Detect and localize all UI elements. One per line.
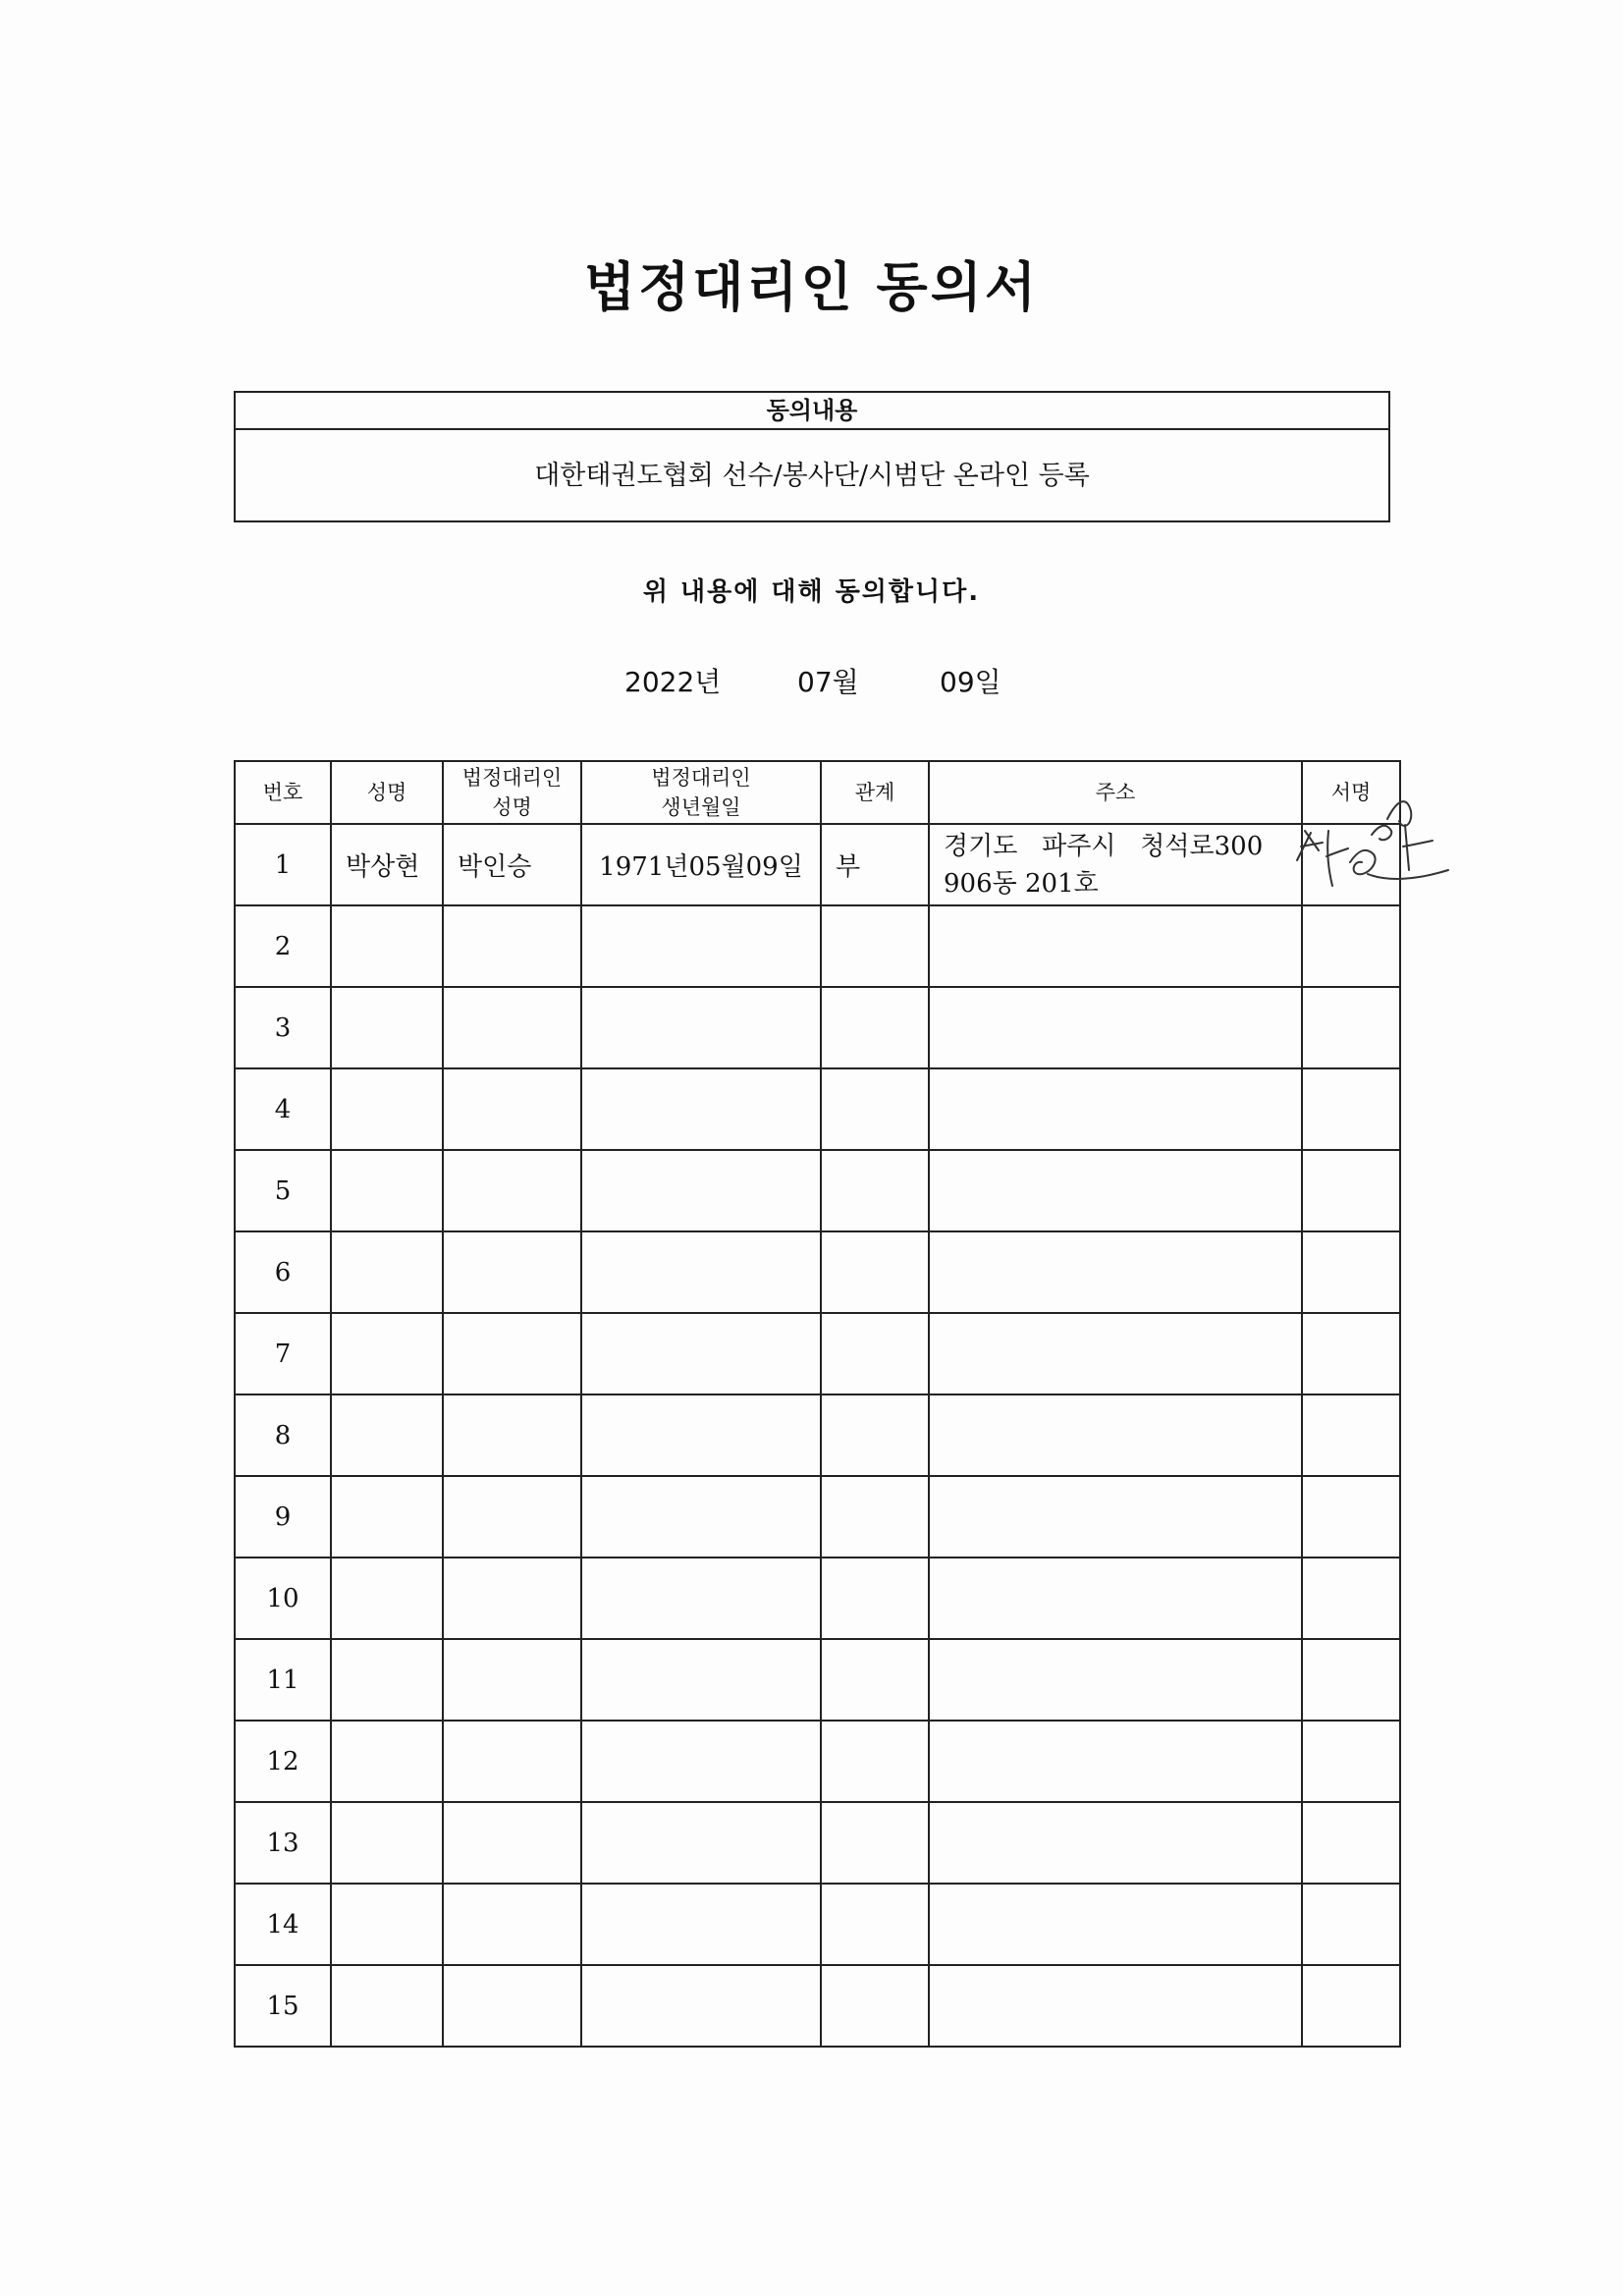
cell-name [331, 1721, 443, 1802]
table-row [235, 1721, 1400, 1802]
cell-guardian-birth [581, 1394, 821, 1476]
cell-guardian-name [443, 1313, 581, 1394]
cell-guardian-birth: 1971년05월09일 [581, 824, 821, 905]
header-relation: 관계 [821, 761, 929, 824]
cell-guardian-name [443, 1802, 581, 1884]
cell-guardian-name [443, 987, 581, 1068]
cell-relation [821, 1150, 929, 1231]
cell-no: 4 [235, 1068, 331, 1150]
cell-guardian-name [443, 1394, 581, 1476]
date-month: 07월 [797, 666, 859, 698]
cell-relation [821, 905, 929, 987]
cell-guardian-birth [581, 1884, 821, 1965]
cell-no: 13 [235, 1802, 331, 1884]
header-name: 성명 [331, 761, 443, 824]
cell-address [929, 1721, 1302, 1802]
cell-address [929, 1068, 1302, 1150]
cell-name [331, 1884, 443, 1965]
cell-signature [1302, 1394, 1400, 1476]
cell-signature [1302, 1231, 1400, 1313]
cell-signature [1302, 1068, 1400, 1150]
cell-relation [821, 987, 929, 1068]
cell-no: 12 [235, 1721, 331, 1802]
consent-content: 대한태권도협회 선수/봉사단/시범단 온라인 등록 [534, 461, 1090, 491]
cell-no: 10 [235, 1558, 331, 1639]
cell-address [929, 1965, 1302, 2047]
header-no: 번호 [235, 761, 331, 824]
cell-guardian-birth [581, 1802, 821, 1884]
cell-guardian-name [443, 1068, 581, 1150]
header-guardian-birth: 법정대리인 생년월일 [581, 761, 821, 824]
address-line-1: 경기도 파주시 청석로300 [944, 831, 1264, 861]
cell-relation [821, 1721, 929, 1802]
cell-address [929, 1639, 1302, 1721]
cell-signature [1302, 1639, 1400, 1721]
cell-name [331, 1231, 443, 1313]
cell-guardian-name [443, 1150, 581, 1231]
cell-guardian-birth [581, 1150, 821, 1231]
cell-name [331, 905, 443, 987]
cell-signature [1302, 987, 1400, 1068]
header-guardian-name: 법정대리인 성명 [443, 761, 581, 824]
table-row [235, 1884, 1400, 1965]
table-row [235, 1802, 1400, 1884]
cell-no: 8 [235, 1394, 331, 1476]
header-signature: 서명 [1302, 761, 1400, 824]
cell-signature [1302, 1721, 1400, 1802]
cell-relation [821, 1394, 929, 1476]
cell-relation [821, 1802, 929, 1884]
cell-address [929, 1476, 1302, 1558]
table-row [235, 905, 1400, 987]
cell-address [929, 1394, 1302, 1476]
cell-signature [1302, 824, 1400, 905]
cell-guardian-name: 박인승 [443, 824, 581, 905]
cell-name [331, 1150, 443, 1231]
cell-no: 11 [235, 1639, 331, 1721]
cell-relation [821, 1884, 929, 1965]
table-row [235, 1150, 1400, 1231]
cell-guardian-birth [581, 1558, 821, 1639]
cell-no: 1 [235, 824, 331, 905]
cell-relation [821, 1476, 929, 1558]
cell-relation [821, 1965, 929, 2047]
cell-address [929, 1802, 1302, 1884]
cell-relation [821, 1558, 929, 1639]
cell-relation [821, 1313, 929, 1394]
cell-guardian-name [443, 1558, 581, 1639]
table-row [235, 1068, 1400, 1150]
cell-guardian-birth [581, 1639, 821, 1721]
table-row [235, 1476, 1400, 1558]
table-header-row [235, 761, 1400, 824]
cell-name [331, 1394, 443, 1476]
cell-address [929, 1884, 1302, 1965]
cell-no: 2 [235, 905, 331, 987]
cell-guardian-birth [581, 1476, 821, 1558]
cell-guardian-name [443, 1884, 581, 1965]
cell-guardian-name [443, 905, 581, 987]
cell-signature [1302, 1150, 1400, 1231]
table-row [235, 1313, 1400, 1394]
cell-name [331, 987, 443, 1068]
cell-no: 9 [235, 1476, 331, 1558]
cell-no: 7 [235, 1313, 331, 1394]
cell-name: 박상현 [331, 824, 443, 905]
table-row [235, 1965, 1400, 2047]
table-row [235, 987, 1400, 1068]
header-address: 주소 [929, 761, 1302, 824]
date-year: 2022년 [624, 666, 722, 698]
cell-no: 3 [235, 987, 331, 1068]
cell-guardian-birth [581, 1965, 821, 2047]
cell-guardian-name [443, 1721, 581, 1802]
cell-no: 15 [235, 1965, 331, 2047]
cell-signature [1302, 1313, 1400, 1394]
cell-guardian-name [443, 1639, 581, 1721]
cell-address [929, 824, 1302, 905]
cell-relation [821, 1068, 929, 1150]
cell-guardian-birth [581, 1313, 821, 1394]
cell-guardian-birth [581, 905, 821, 987]
cell-guardian-name [443, 1965, 581, 2047]
cell-guardian-birth [581, 1068, 821, 1150]
table-row [235, 1558, 1400, 1639]
cell-guardian-birth [581, 987, 821, 1068]
cell-no: 14 [235, 1884, 331, 1965]
cell-address [929, 1150, 1302, 1231]
cell-signature [1302, 1802, 1400, 1884]
agreement-statement: 위 내용에 대해 동의합니다. [642, 577, 981, 607]
table-row [235, 1394, 1400, 1476]
cell-signature [1302, 905, 1400, 987]
cell-relation [821, 1231, 929, 1313]
cell-address [929, 1558, 1302, 1639]
cell-name [331, 1965, 443, 2047]
cell-no: 6 [235, 1231, 331, 1313]
consent-header: 동의내용 [236, 393, 1388, 430]
cell-address [929, 1313, 1302, 1394]
guardian-table [234, 760, 1401, 2048]
cell-guardian-name [443, 1476, 581, 1558]
cell-name [331, 1802, 443, 1884]
cell-guardian-birth [581, 1721, 821, 1802]
table-body [235, 824, 1400, 2047]
document-title: 법정대리인 동의서 [583, 256, 1040, 318]
cell-address [929, 1231, 1302, 1313]
cell-signature [1302, 1884, 1400, 1965]
cell-name [331, 1558, 443, 1639]
cell-signature [1302, 1558, 1400, 1639]
consent-box [234, 391, 1390, 522]
cell-guardian-birth [581, 1231, 821, 1313]
cell-address [929, 987, 1302, 1068]
table-row [235, 824, 1400, 905]
cell-name [331, 1476, 443, 1558]
cell-name [331, 1639, 443, 1721]
cell-name [331, 1068, 443, 1150]
cell-signature [1302, 1965, 1400, 2047]
cell-relation: 부 [821, 824, 929, 905]
table-row [235, 1639, 1400, 1721]
cell-relation [821, 1639, 929, 1721]
cell-no: 5 [235, 1150, 331, 1231]
cell-name [331, 1313, 443, 1394]
cell-guardian-name [443, 1231, 581, 1313]
cell-signature [1302, 1476, 1400, 1558]
table-row [235, 1231, 1400, 1313]
date-day: 09일 [940, 666, 1001, 698]
address-line-2: 906동 201호 [944, 868, 1099, 899]
cell-address [929, 905, 1302, 987]
